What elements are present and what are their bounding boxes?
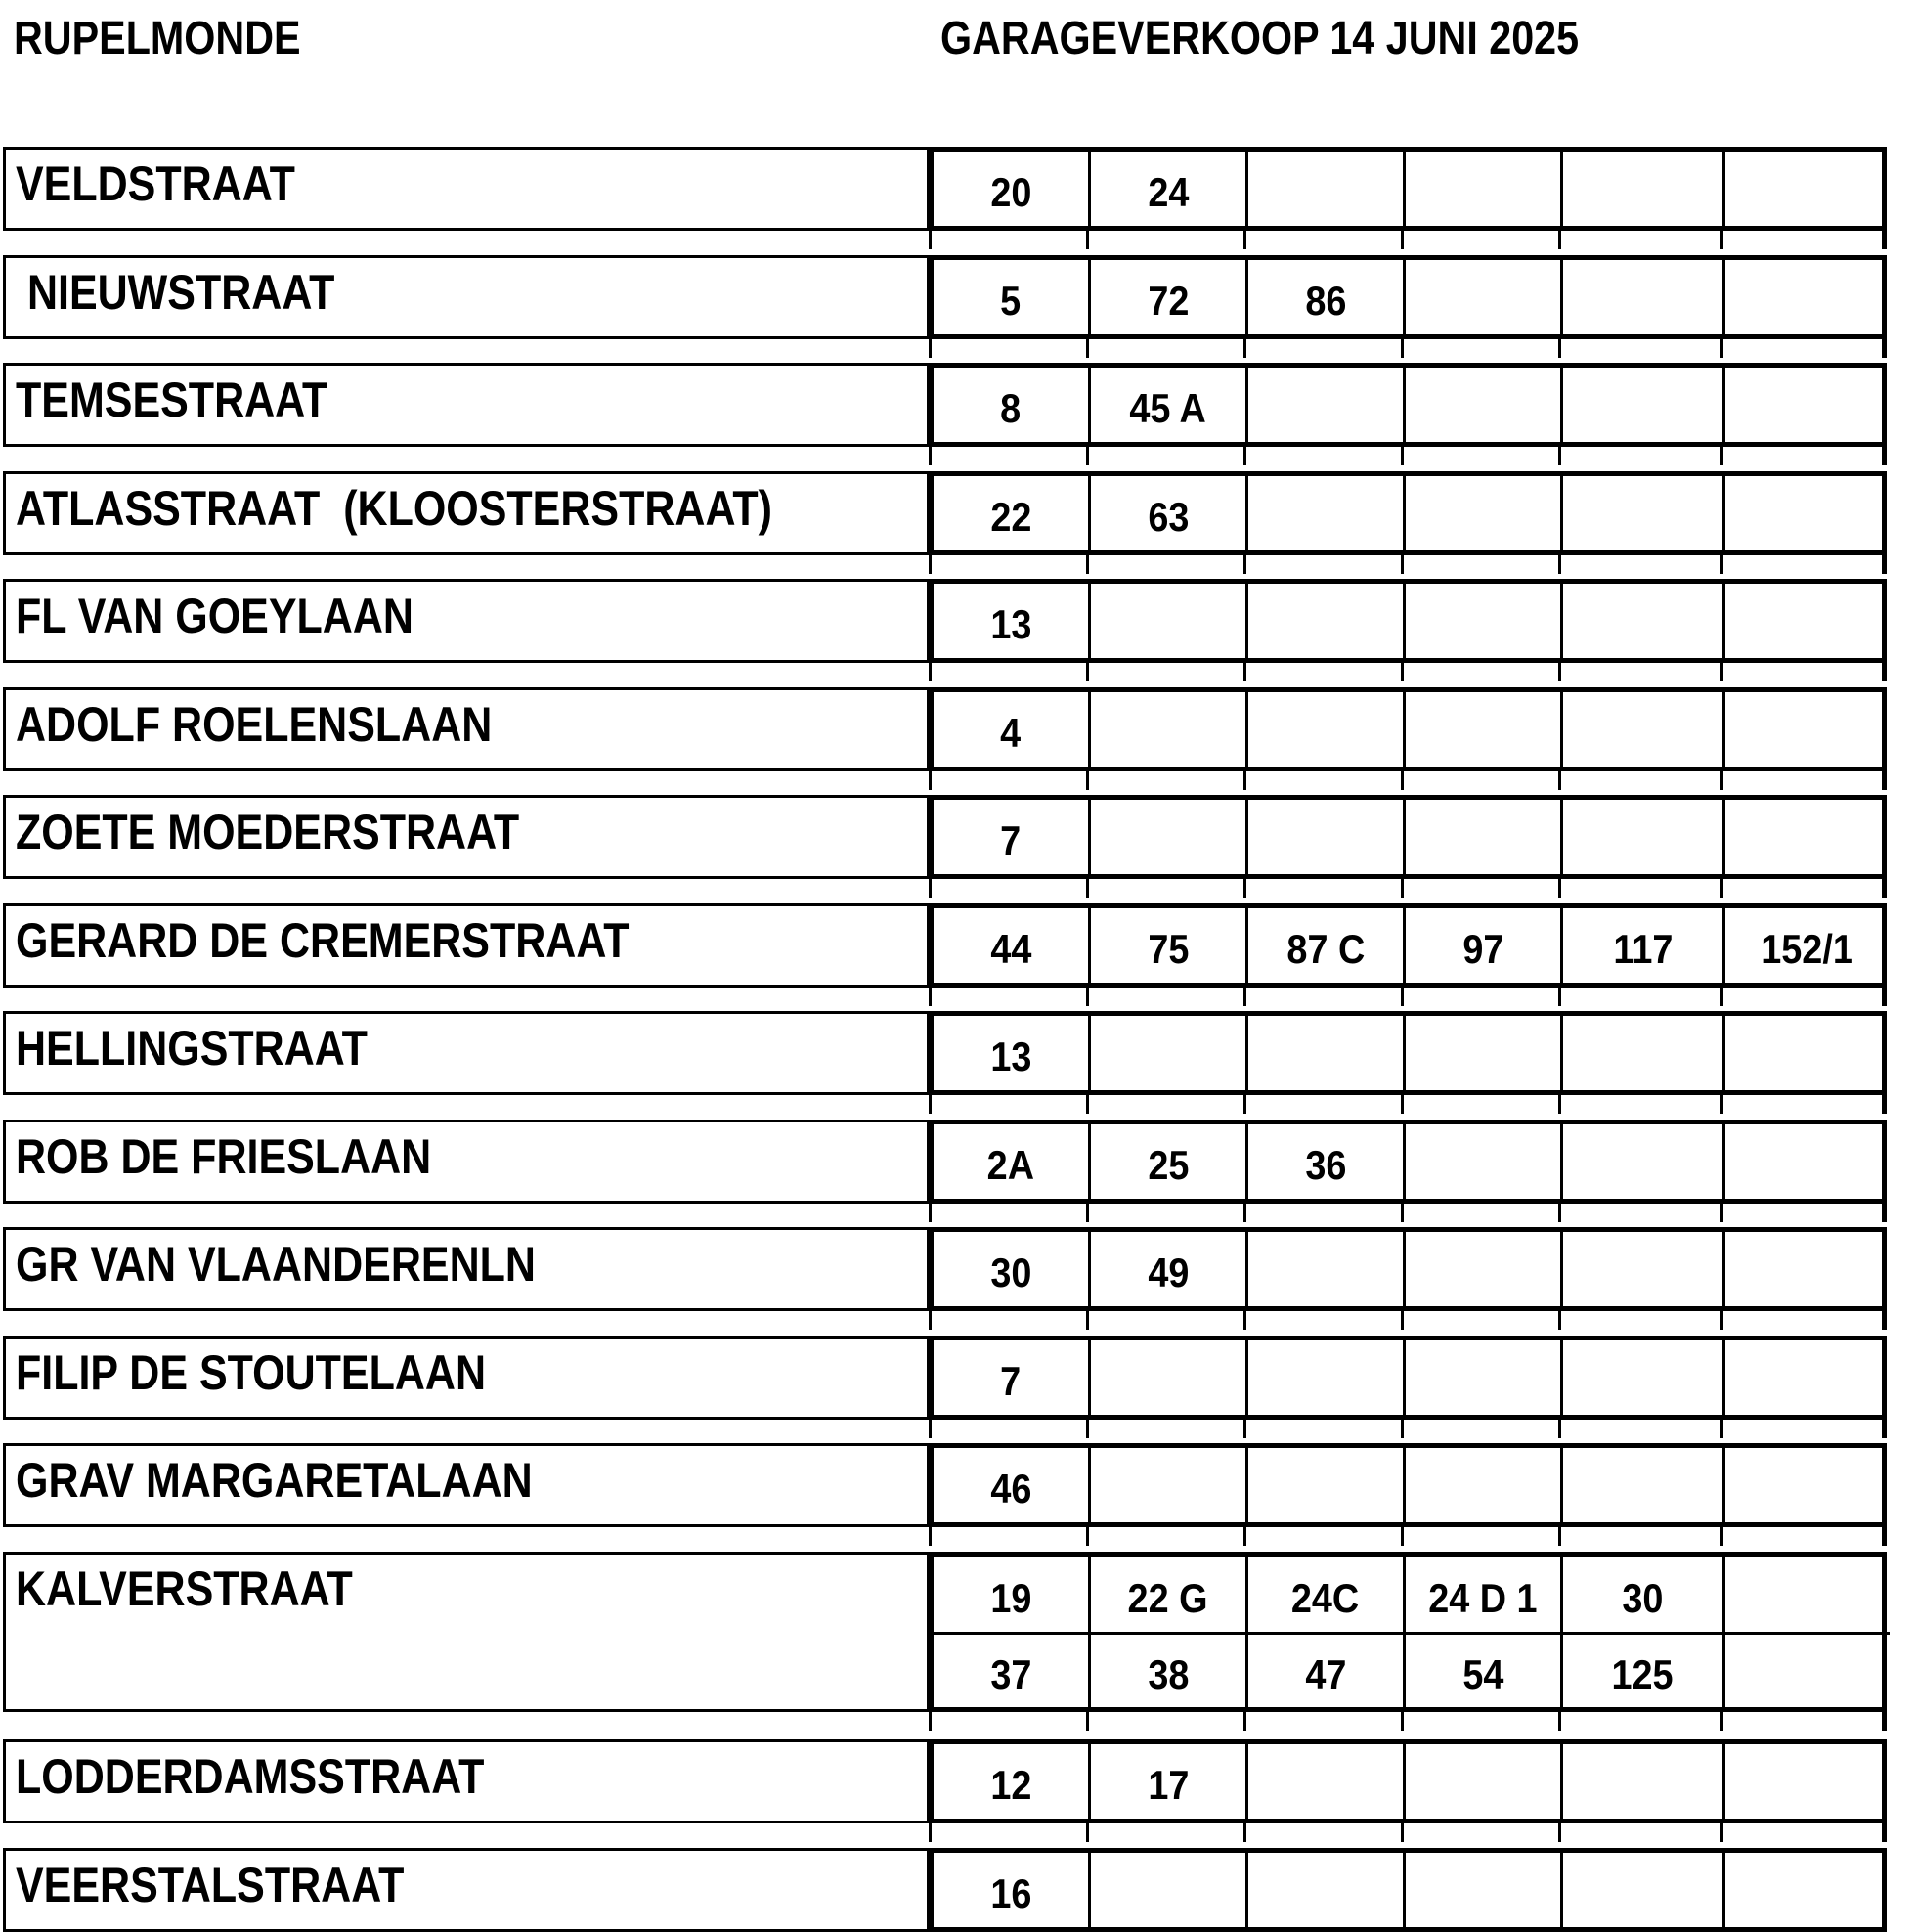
house-number-cell bbox=[1406, 1124, 1563, 1199]
house-number-cell bbox=[1563, 1448, 1725, 1522]
house-number-cell bbox=[1248, 260, 1406, 334]
house-number: 117 bbox=[1612, 926, 1673, 972]
house-number-cell bbox=[1248, 152, 1406, 226]
house-number-cell bbox=[1725, 1016, 1890, 1090]
house-number-grid bbox=[929, 579, 1887, 663]
house-number-cell bbox=[1091, 1124, 1248, 1199]
house-number-cell bbox=[1725, 1632, 1890, 1707]
house-number: 13 bbox=[989, 601, 1032, 647]
house-number: 44 bbox=[989, 926, 1032, 972]
house-number: 63 bbox=[1147, 494, 1190, 540]
street-name-cell bbox=[3, 1443, 930, 1527]
house-number-grid bbox=[929, 471, 1887, 555]
house-number-cell bbox=[1406, 1232, 1563, 1306]
house-number-cell bbox=[1091, 260, 1248, 334]
house-number: 5 bbox=[1000, 278, 1022, 324]
event-title: GARAGEVERKOOP 14 JUNI 2025 bbox=[940, 13, 1580, 65]
row-separator bbox=[929, 1420, 1887, 1438]
street-row bbox=[0, 579, 1916, 663]
house-number: 22 G bbox=[1128, 1574, 1208, 1621]
house-number: 13 bbox=[989, 1033, 1032, 1079]
street-name-cell bbox=[3, 1848, 930, 1932]
house-number: 24C bbox=[1291, 1574, 1360, 1621]
house-number: 86 bbox=[1304, 278, 1347, 324]
street-name-cell bbox=[3, 579, 930, 663]
row-separator bbox=[929, 447, 1887, 465]
house-number-cell bbox=[1725, 152, 1890, 226]
house-number-cell bbox=[1563, 692, 1725, 767]
house-number: 37 bbox=[989, 1651, 1032, 1697]
street-row bbox=[0, 795, 1916, 879]
house-number-cell bbox=[1091, 692, 1248, 767]
street-name: FL VAN GOEYLAAN bbox=[16, 589, 414, 643]
house-number-cell bbox=[934, 476, 1091, 550]
street-name: VELDSTRAAT bbox=[16, 156, 295, 211]
house-number-cell bbox=[1091, 800, 1248, 874]
house-number-cell bbox=[1406, 368, 1563, 442]
street-row bbox=[0, 471, 1916, 555]
house-number-cell bbox=[1406, 260, 1563, 334]
street-name-cell bbox=[3, 687, 930, 771]
house-number-cell bbox=[934, 152, 1091, 226]
house-number: 36 bbox=[1304, 1142, 1347, 1188]
house-number-cell bbox=[1248, 1448, 1406, 1522]
house-number-cell bbox=[1248, 908, 1406, 983]
street-row bbox=[0, 903, 1916, 988]
house-number-grid bbox=[929, 1739, 1887, 1823]
house-number-cell bbox=[1091, 152, 1248, 226]
house-number-cell bbox=[934, 1744, 1091, 1819]
house-number-cell bbox=[1406, 1744, 1563, 1819]
house-number-grid bbox=[929, 1336, 1887, 1420]
street-row bbox=[0, 1011, 1916, 1095]
house-number-grid bbox=[929, 363, 1887, 447]
house-number-cell bbox=[934, 908, 1091, 983]
street-name-cell bbox=[3, 1120, 930, 1204]
street-name-cell bbox=[3, 1739, 930, 1823]
house-number-cell bbox=[934, 692, 1091, 767]
house-number-cell bbox=[1725, 1853, 1890, 1927]
house-number-grid bbox=[929, 1011, 1887, 1095]
house-number-cell bbox=[1725, 476, 1890, 550]
house-number-grid bbox=[929, 687, 1887, 771]
row-separator bbox=[929, 663, 1887, 681]
house-number-cell bbox=[1091, 476, 1248, 550]
house-number-cell bbox=[1091, 1744, 1248, 1819]
street-name-cell bbox=[3, 147, 930, 231]
house-number-cell bbox=[1725, 692, 1890, 767]
row-separator bbox=[929, 1823, 1887, 1842]
house-number-cell bbox=[1725, 584, 1890, 658]
house-number-grid bbox=[929, 1227, 1887, 1311]
street-row bbox=[0, 1336, 1916, 1420]
house-number-cell bbox=[934, 260, 1091, 334]
street-row bbox=[0, 255, 1916, 339]
house-number: 72 bbox=[1147, 278, 1190, 324]
street-name: GR VAN VLAANDERENLN bbox=[16, 1237, 536, 1292]
house-number-cell bbox=[1248, 1016, 1406, 1090]
house-number-cell bbox=[1091, 1448, 1248, 1522]
house-number-cell bbox=[1248, 1744, 1406, 1819]
street-name-cell bbox=[3, 255, 930, 339]
house-number-cell bbox=[1406, 476, 1563, 550]
house-number-cell bbox=[1406, 1448, 1563, 1522]
street-row bbox=[0, 1443, 1916, 1527]
house-number-cell bbox=[934, 584, 1091, 658]
house-number-grid bbox=[929, 255, 1887, 339]
house-number-grid bbox=[929, 1443, 1887, 1527]
street-name: NIEUWSTRAAT bbox=[16, 265, 335, 320]
street-name: GERARD DE CREMERSTRAAT bbox=[16, 913, 630, 968]
house-number-cell bbox=[934, 1557, 1091, 1632]
house-number-cell bbox=[1563, 1016, 1725, 1090]
street-row bbox=[0, 1227, 1916, 1311]
street-name: ATLASSTRAAT (KLOOSTERSTRAAT) bbox=[16, 481, 772, 536]
row-separator bbox=[929, 771, 1887, 790]
house-number-cell bbox=[1725, 800, 1890, 874]
house-number-cell bbox=[1091, 584, 1248, 658]
house-number-cell bbox=[1406, 152, 1563, 226]
house-number-grid bbox=[929, 1848, 1887, 1932]
house-number: 75 bbox=[1147, 926, 1190, 972]
street-name: TEMSESTRAAT bbox=[16, 373, 328, 427]
row-separator bbox=[929, 1311, 1887, 1330]
house-number-cell bbox=[1563, 476, 1725, 550]
house-number-cell bbox=[1563, 260, 1725, 334]
house-number: 45 A bbox=[1129, 385, 1207, 431]
house-number-cell bbox=[1725, 368, 1890, 442]
house-number-cell bbox=[1406, 1557, 1563, 1632]
house-number: 19 bbox=[989, 1574, 1032, 1621]
house-number: 38 bbox=[1147, 1651, 1190, 1697]
house-number: 24 bbox=[1147, 169, 1190, 215]
street-name-cell bbox=[3, 1011, 930, 1095]
house-number-cell bbox=[1406, 1632, 1563, 1707]
house-number: 97 bbox=[1461, 926, 1504, 972]
house-number-cell bbox=[1248, 1232, 1406, 1306]
row-separator bbox=[929, 339, 1887, 358]
row-separator bbox=[929, 1095, 1887, 1114]
house-number-cell bbox=[1248, 584, 1406, 658]
house-number-cell bbox=[1091, 1557, 1248, 1632]
house-number-cell bbox=[1725, 1124, 1890, 1199]
house-number-cell bbox=[1248, 1853, 1406, 1927]
house-number-cell bbox=[1725, 1232, 1890, 1306]
house-number-cell bbox=[1725, 908, 1890, 983]
house-number-cell bbox=[1406, 800, 1563, 874]
house-number: 30 bbox=[989, 1250, 1032, 1295]
house-number: 2A bbox=[986, 1142, 1035, 1188]
house-number-cell bbox=[1248, 476, 1406, 550]
house-number: 47 bbox=[1304, 1651, 1347, 1697]
house-number: 54 bbox=[1461, 1651, 1504, 1697]
house-number: 4 bbox=[1000, 710, 1022, 756]
house-number-cell bbox=[1248, 1557, 1406, 1632]
street-row bbox=[0, 1120, 1916, 1204]
street-name: KALVERSTRAAT bbox=[16, 1561, 353, 1616]
house-number: 46 bbox=[989, 1466, 1032, 1512]
street-name: FILIP DE STOUTELAAN bbox=[16, 1345, 487, 1400]
house-number-cell bbox=[1248, 1632, 1406, 1707]
street-name: LODDERDAMSSTRAAT bbox=[16, 1749, 485, 1804]
house-number-cell bbox=[1406, 908, 1563, 983]
house-number-cell bbox=[1563, 584, 1725, 658]
house-number-cell bbox=[1091, 1340, 1248, 1415]
house-number: 7 bbox=[1000, 817, 1022, 863]
house-number-cell bbox=[934, 1232, 1091, 1306]
house-number-cell bbox=[934, 1632, 1091, 1707]
house-number: 87 C bbox=[1286, 926, 1365, 972]
street-name-cell bbox=[3, 363, 930, 447]
house-number: 125 bbox=[1611, 1651, 1675, 1697]
house-number: 16 bbox=[989, 1870, 1032, 1916]
house-number: 20 bbox=[989, 169, 1032, 215]
street-name-cell bbox=[3, 903, 930, 988]
house-number-cell bbox=[1248, 1124, 1406, 1199]
house-number-cell bbox=[1563, 1632, 1725, 1707]
row-separator bbox=[929, 1527, 1887, 1546]
house-number-grid bbox=[929, 903, 1887, 988]
house-number-cell bbox=[1406, 1016, 1563, 1090]
house-number-cell bbox=[934, 368, 1091, 442]
house-number-cell bbox=[1725, 1448, 1890, 1522]
house-number-cell bbox=[1248, 368, 1406, 442]
house-number: 24 D 1 bbox=[1428, 1574, 1538, 1621]
house-number-cell bbox=[1563, 1232, 1725, 1306]
house-number-cell bbox=[1091, 368, 1248, 442]
house-number-cell bbox=[934, 1448, 1091, 1522]
street-name: VEERSTALSTRAAT bbox=[16, 1858, 405, 1912]
house-number: 12 bbox=[989, 1762, 1032, 1808]
house-number-cell bbox=[1091, 908, 1248, 983]
house-number-cell bbox=[934, 1016, 1091, 1090]
house-number-cell bbox=[1406, 692, 1563, 767]
row-separator bbox=[929, 1712, 1887, 1731]
house-number-cell bbox=[1406, 1340, 1563, 1415]
row-separator bbox=[929, 988, 1887, 1006]
house-number-cell bbox=[1725, 1340, 1890, 1415]
house-number: 17 bbox=[1147, 1762, 1190, 1808]
place-title: RUPELMONDE bbox=[14, 13, 301, 65]
house-number-grid bbox=[929, 1120, 1887, 1204]
house-number-cell bbox=[1406, 584, 1563, 658]
house-number: 8 bbox=[1000, 385, 1022, 431]
house-number-cell bbox=[1091, 1232, 1248, 1306]
house-number-cell bbox=[1563, 800, 1725, 874]
house-number-cell bbox=[1406, 1853, 1563, 1927]
street-row bbox=[0, 1739, 1916, 1823]
street-row bbox=[0, 1552, 1916, 1712]
house-number-cell bbox=[934, 1340, 1091, 1415]
house-number-cell bbox=[1725, 260, 1890, 334]
street-name-cell bbox=[3, 795, 930, 879]
house-number-cell bbox=[1725, 1557, 1890, 1632]
house-number-cell bbox=[934, 1124, 1091, 1199]
house-number: 25 bbox=[1147, 1142, 1190, 1188]
house-number-cell bbox=[1248, 1340, 1406, 1415]
house-number-cell bbox=[1563, 368, 1725, 442]
street-name-cell bbox=[3, 1552, 930, 1712]
house-number: 49 bbox=[1147, 1250, 1190, 1295]
house-number-grid bbox=[929, 795, 1887, 879]
house-number: 7 bbox=[1000, 1358, 1022, 1404]
house-number: 22 bbox=[989, 494, 1032, 540]
house-number-cell bbox=[1091, 1632, 1248, 1707]
house-number-cell bbox=[934, 800, 1091, 874]
house-number-cell bbox=[1563, 1557, 1725, 1632]
street-row bbox=[0, 147, 1916, 231]
row-separator bbox=[929, 231, 1887, 249]
street-row bbox=[0, 1848, 1916, 1932]
street-name-cell bbox=[3, 1227, 930, 1311]
house-number-cell bbox=[1091, 1853, 1248, 1927]
house-number-cell bbox=[1563, 1124, 1725, 1199]
row-separator bbox=[929, 555, 1887, 574]
house-number-cell bbox=[1248, 692, 1406, 767]
house-number-cell bbox=[1563, 908, 1725, 983]
house-number-cell bbox=[1725, 1744, 1890, 1819]
house-number-cell bbox=[1248, 800, 1406, 874]
street-name: GRAV MARGARETALAAN bbox=[16, 1453, 533, 1508]
row-separator bbox=[929, 879, 1887, 898]
house-number-grid bbox=[929, 147, 1887, 231]
house-number-cell bbox=[1563, 1744, 1725, 1819]
house-number-cell bbox=[1563, 152, 1725, 226]
house-number: 152/1 bbox=[1761, 926, 1854, 972]
house-number-cell bbox=[1091, 1016, 1248, 1090]
house-number: 30 bbox=[1622, 1574, 1664, 1621]
street-name: ZOETE MOEDERSTRAAT bbox=[16, 805, 520, 859]
street-row bbox=[0, 363, 1916, 447]
house-number-grid bbox=[929, 1552, 1887, 1712]
street-name: ADOLF ROELENSLAAN bbox=[16, 697, 493, 752]
street-name-cell bbox=[3, 1336, 930, 1420]
street-row bbox=[0, 687, 1916, 771]
row-separator bbox=[929, 1204, 1887, 1222]
house-number-cell bbox=[1563, 1853, 1725, 1927]
street-name: ROB DE FRIESLAAN bbox=[16, 1129, 432, 1184]
house-number-cell bbox=[934, 1853, 1091, 1927]
house-number-cell bbox=[1563, 1340, 1725, 1415]
street-name-cell bbox=[3, 471, 930, 555]
street-name: HELLINGSTRAAT bbox=[16, 1021, 368, 1076]
